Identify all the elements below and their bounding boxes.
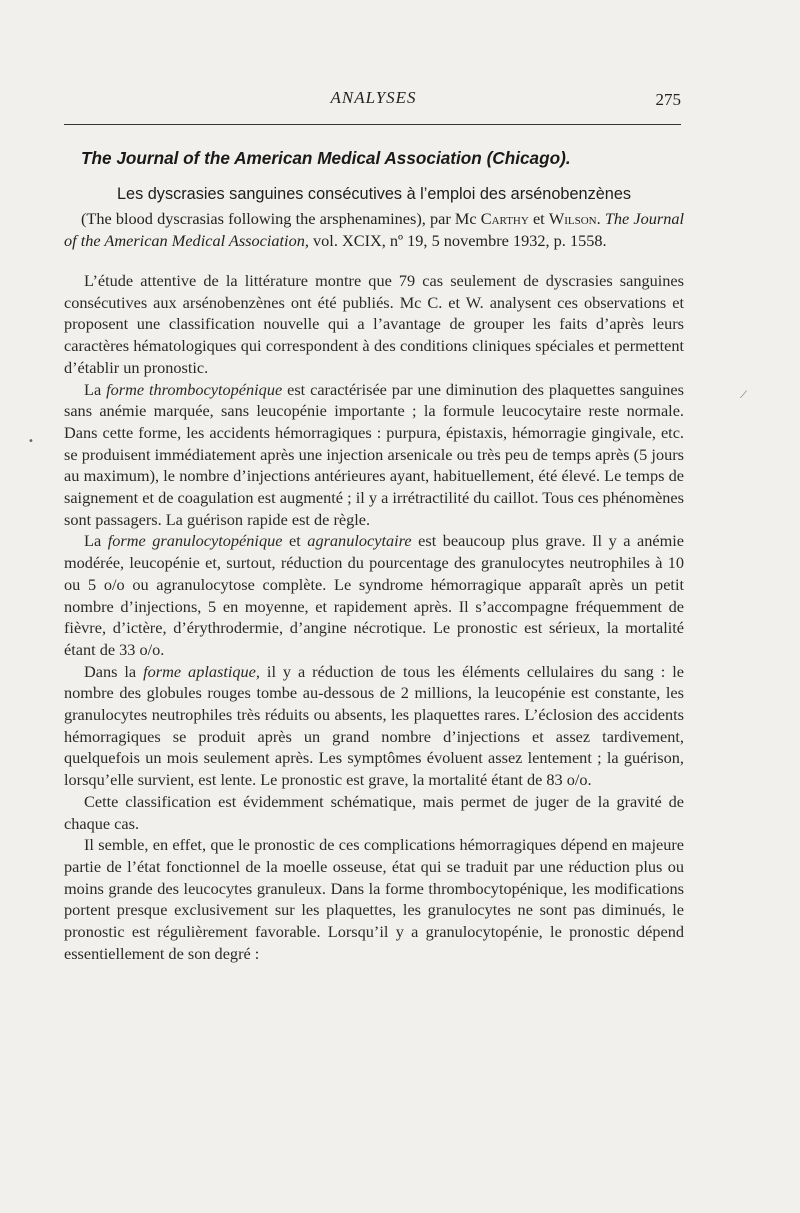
author-name: Carthy (480, 209, 529, 228)
article-title: Les dyscrasies sanguines consécutives à l’emploi des arsénobenzènes (116, 185, 632, 203)
paragraph: Cette classification est évidemment schématique, mais permet de juger de la gravité de chaque cas. (64, 791, 684, 833)
page-number: 275 (655, 90, 681, 109)
emphasis: agranulocytaire (307, 531, 412, 551)
article-citation (64, 208, 684, 251)
emphasis: forme granulocytopénique (107, 531, 283, 551)
citation-text: (The blood dyscrasias following the arsphenamines), par Mc (81, 209, 481, 228)
paragraph (64, 530, 684, 660)
margin-mark: • (28, 436, 34, 447)
source-journal: The Journal of the American Medical Association, (64, 209, 685, 250)
paragraph (64, 661, 684, 791)
author-name: Wilson (548, 209, 597, 228)
emphasis: forme aplastique, (143, 661, 260, 681)
citation-text: vol. XCIX, nº 19, 5 novembre 1932, p. 1558. (308, 230, 607, 250)
paragraph: Il semble, en effet, que le pronostic de ces complications hémorragiques dépend en majeure partie de l’état fonctionnel de la moelle osseuse, état qui se traduit par une réduction plus ou moins grande des leucocytes granuleux. Dans la forme thrombocytopénique, les modifications portent presque exclusivement sur les plaquettes, les granulocytes ne sont pas diminués, le pronostic est régulièrement favorable. Lorsqu’il y a granulocytopénie, le pronostic dépend essentiellement de son degré : (64, 835, 684, 963)
paragraph-text: il y a réduction de tous les éléments cellulaires du sang : le nombre des globules rouges tombe au-dessous de 2 millions, la leucopénie est constante, les granulocytes neutrophiles très réduits ou absents, les plaquettes rares. L’éclosion des accidents hémorragiques se produit après un grand nombre d’injections et assez tardivement, quelquefois un mois seulement après. Les symptômes évoluent assez lentement ; la guérison, lorsqu’elle survient, est lente. Le pronostic est grave, la mortalité étant de 83 o/o. (64, 661, 684, 790)
paragraph-text: La (84, 531, 108, 551)
paragraph (64, 379, 684, 531)
paragraph-text: Dans la (84, 661, 144, 681)
journal-title: The Journal of the American Medical Association (Chicago). (81, 148, 571, 168)
citation-text: et (528, 209, 549, 228)
margin-mark: ⟋ (740, 390, 747, 401)
paragraph-text: La (84, 379, 107, 399)
paragraph-text: est caractérisée par une diminution des plaquettes sanguines sans anémie marquée, sans leucopénie importante ; la formule leucocytaire reste normale. Dans cette forme, les accidents hémorragiques : purpura, épistaxis, hémorragie gingivale, etc. se produisent immédiatement après une injection arsenicale ou très peu de temps après (5 jours au maximum), le nombre d’injections antérieures ayant, habituellement, été élevé. Le temps de saignement et de coagulation est augmenté ; il y a irrétractilité du caillot. Tous ces phénomènes sont passagers. La guérison rapide est de règle. (64, 379, 684, 529)
paragraph-text: est beaucoup plus grave. Il y a anémie modérée, leucopénie et, surtout, réduction du pourcentage des granulocytes neutrophiles à 10 ou 5 o/o ou agranulocytose complète. Le syndrome hémorragique apparaît après un petit nombre d’injections, 5 en moyenne, et rapidement après. Il s’accompagne fréquemment de fièvre, d’ictère, d’érythrodermie, d’angine nécrotique. Le pronostic est sérieux, la mortalité étant de 33 o/o. (64, 531, 685, 659)
paragraph: L’étude attentive de la littérature montre que 79 cas seulement de dyscrasies sanguines consécutives aux arsénobenzènes ont été publiés. Mc C. et W. analysent ces observations et proposent une classification nouvelle qui a l’avantage de grouper les faits d’après leurs caractères hématologiques qui correspondent à des conditions cliniques spéciales et permettent d’établir un pronostic. (64, 271, 684, 377)
emphasis: forme thrombocytopénique (106, 379, 283, 399)
running-title: ANALYSES (330, 88, 417, 107)
paragraph-text: et (282, 531, 308, 551)
citation-text: . (596, 209, 605, 228)
running-head (66, 88, 681, 116)
header-rule (64, 124, 681, 125)
article-body (64, 270, 684, 965)
